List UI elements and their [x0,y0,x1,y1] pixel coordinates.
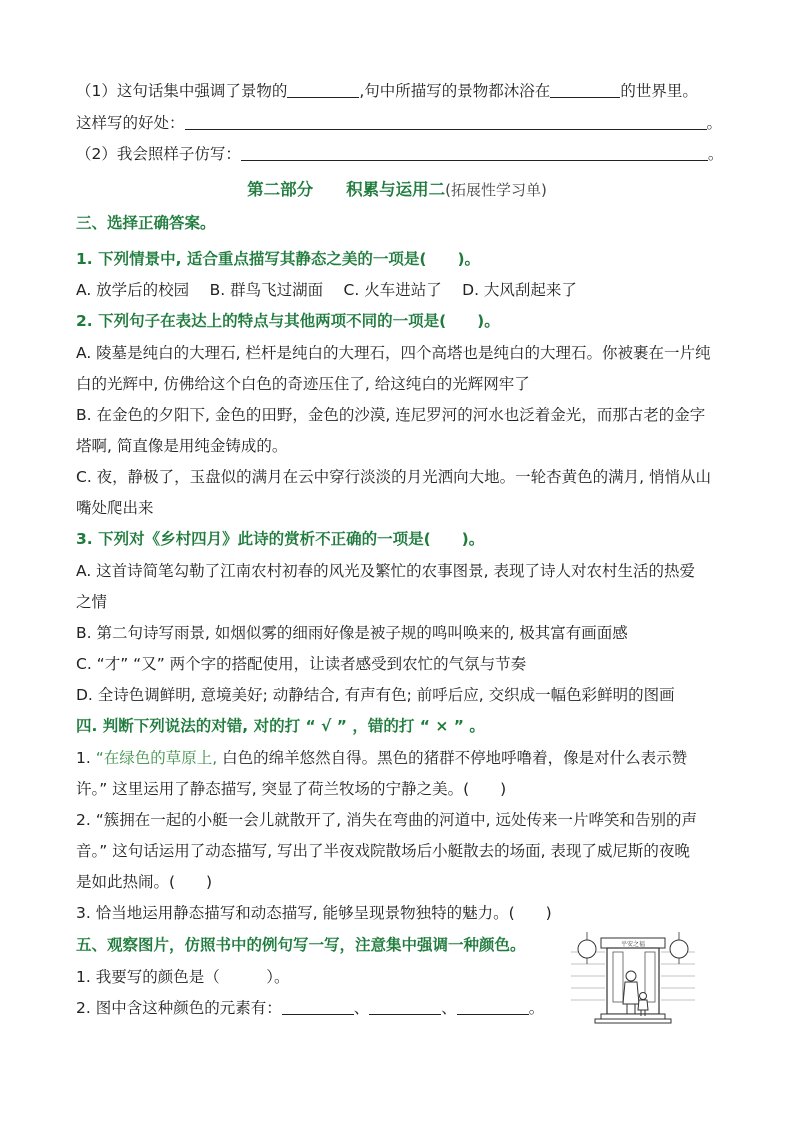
q1-line2 [76,112,722,134]
s3-q2-option-a: A. 陵墓是纯白的大理石, 栏杆是纯白的大理石，四个高塔也是纯白的大理石。你被裹在一片纯 [76,344,711,362]
separator: 、 [353,999,370,1017]
s4-item-1-cont: 许。” 这里运用了静态描写, 突显了荷兰牧场的宁静之美。( ) [76,780,507,798]
lantern-right-icon [670,940,688,958]
blank-1[interactable] [287,81,359,98]
s5-question-1: 1. 我要写的颜色是（ ）。 [76,968,290,986]
blank-imitate[interactable] [241,144,708,161]
s3-question-3: 3. 下列对《乡村四月》此诗的赏析不正确的一项是( )。 [76,530,485,548]
q1-line1 [76,80,698,102]
s4-item-1-num: 1. [76,749,96,767]
q1-text-b: ,句中所描写的景物都沐浴在 [359,82,551,100]
blank-element-1[interactable] [282,998,354,1015]
blank-benefit[interactable] [185,113,707,130]
q1-benefit-label: 这样写的好处： [76,114,185,132]
s4-item-2-cont: 音。” 这句话运用了动态描写, 写出了半夜戏院散场后小艇散去的场面, 表现了威尼斯的夜晚 [76,842,690,860]
section5-heading: 五、观察图片，仿照书中的例句写一写，注意集中强调一种颜色。 [76,936,526,954]
s3-q3-option-a-cont: 之情 [76,593,108,611]
s3-question-1: 1. 下列情景中, 适合重点描写其静态之美的一项是( )。 [76,250,481,268]
part-title-sub: (拓展性学习单) [445,181,547,199]
q2-label: （2）我会照样子仿写： [76,145,241,163]
blank-2[interactable] [550,81,620,98]
blank-element-2[interactable] [369,998,441,1015]
period: 。 [707,145,724,163]
period: 。 [528,999,545,1017]
s3-q1-options: A. 放学后的校园 B. 群鸟飞过湖面 C. 火车进站了 D. 大风刮起来了 [76,281,577,299]
s3-q3-option-c: C. “才” “又” 两个字的搭配使用，让读者感受到农忙的气氛与节奏 [76,655,527,673]
s3-question-2: 2. 下列句子在表达上的特点与其他两项不同的一项是( )。 [76,312,500,330]
q1-text-c: 的世界里。 [620,82,698,100]
s4-item-1-quote: “在绿色的草原上, [95,749,218,767]
s4-item-1 [76,747,687,769]
s4-item-3: 3. 恰当地运用静态描写和动态描写, 能够呈现景物独特的魅力。( ) [76,904,552,922]
blank-element-3[interactable] [457,998,529,1015]
s4-item-2: 2. “簇拥在一起的小艇一会儿就散开了, 消失在弯曲的河道中, 远处传来一片哗笑和告别的声 [76,811,697,829]
part-title [0,178,794,202]
s3-q3-option-d: D. 全诗色调鲜明, 意境美好; 动静结合, 有声有色; 前呼后应, 交织成一幅色彩鲜明的图画 [76,686,675,704]
s4-item-2-cont2: 是如此热闹。( ) [76,873,213,891]
s3-q3-option-b: B. 第二句诗写雨景, 如烟似雾的细雨好像是被子规的鸣叫唤来的, 极其富有画面感 [76,624,628,642]
s5-q2-label: 2. 图中含这种颜色的元素有： [76,999,282,1017]
s3-q3-option-a: A. 这首诗简笔勾勒了江南农村初春的风光及繁忙的农事图景, 表现了诗人对农村生活的热爱 [76,562,696,580]
s3-q2-option-a-cont: 白的光辉中, 仿佛给这个白色的奇迹压住了, 给这纯白的光辉网牢了 [76,375,530,393]
period: 。 [706,114,723,132]
lantern-left-icon [578,940,596,958]
s3-q2-option-c: C. 夜，静极了，玉盘似的满月在云中穿行淡淡的月光洒向大地。一轮杏黄色的满月, 悄悄从山 [76,468,712,486]
part-title-main: 第二部分 积累与运用二 [247,180,446,199]
separator: 、 [441,999,457,1017]
s5-question-2 [76,997,544,1019]
door-sign-text: 平安之福 [620,941,646,948]
doorway-illustration [571,932,695,1024]
s3-q2-option-b-cont: 塔啊, 简直像是用纯金铸成的。 [76,437,288,455]
s3-q2-option-b: B. 在金色的夕阳下, 金色的田野，金色的沙漠, 连尼罗河的河水也泛着金光，而那古老的金字 [76,406,706,424]
q2-line [76,143,723,165]
s3-q2-option-c-cont: 嘴处爬出来 [76,499,154,517]
s4-item-1-text: 白色的绵羊悠然自得。黑色的猪群不停地呼噜着，像是对什么表示赞 [217,749,688,767]
q1-text-a: （1）这句话集中强调了景物的 [76,82,288,100]
section4-heading: 四. 判断下列说法的对错, 对的打 “ √ ” ，错的打 “ × ” 。 [76,717,485,735]
section3-heading: 三、选择正确答案。 [76,214,216,232]
